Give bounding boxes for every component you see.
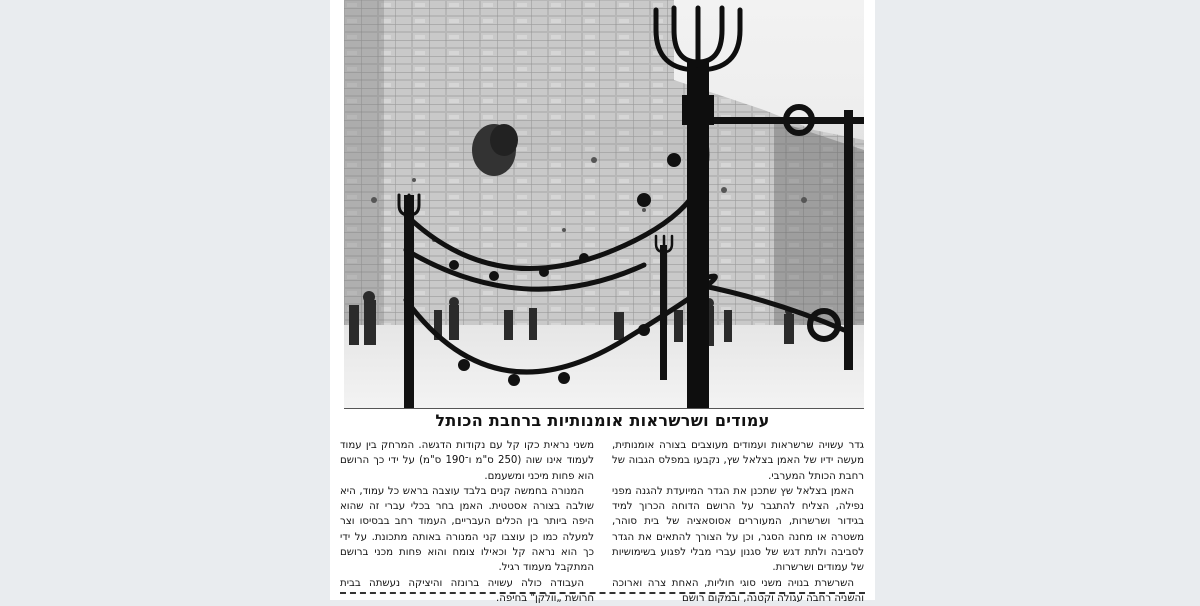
article-photo (344, 0, 864, 409)
paragraph: משני נראית כקו קל עם נקודות הדגשה. המרחק בין עמוד לעמוד אינו שוה (250 ס"מ ו־190 ס"מ) על ידי כך הרושם הוא פחות מיכני ומשעמם. (340, 440, 594, 482)
western-wall-menorah-fence-photo-icon (344, 0, 864, 408)
paragraph: האמן בצלאל שץ שתכנן את הגדר המיועדת להגנה מפני נפילה, הצליח להתגבר על הרושם הדוחה הכרוך למיד בגידור ושרשרות, המעוררים אסוסאציה של בית סוהר, משטרה או מחנה הסגר, וכן על הצורך להתאים את הגדר לסביבה ולתת דגש של סגנון עברי מבלי לפגוע בשימושיות של עמודים ושרשרות. (612, 485, 864, 574)
paragraph: גדר עשויה שרשראות ועמודים מעוצבים בצורה אומנותית, מעשה ידיו של האמן בצלאל שץ, נקבעו במפלס הגבוה של רחבת הכותל המערבי. (612, 440, 864, 482)
headline: עמודים ושרשראות אומנותיות ברחבת הכותל (435, 411, 770, 430)
newspaper-page (330, 0, 875, 604)
article-column-left (340, 438, 594, 604)
paragraph: העבודה כולה עשויה ברונזה והיציקה נעשתה בבית חרושת „וולקן" בחיפה. (340, 577, 594, 604)
paragraph: השרשרת בנויה משני סוגי חוליות, האחת צרה וארוכה והשניה רחבה עגולה וקטנה, ובמקום רושם (612, 577, 864, 604)
article-column-right (612, 438, 864, 604)
paragraph: המנורה בחמשה קנים בלבד עוצבה בראש כל עמוד, היא שולבה בצורה אסטטית. האמן בחר בכלי עברי זה שהוא היפה ביותר בין הכלים העבריים, העמוד רחב בבסיסו וצר למעלה כמו כן עוצבו קני המנורה באותה מתכונת. על ידי כך הוא נראה קל וכאילו צומח והוא פחות מכני ברושם המתקבל מעמוד רגיל. (340, 485, 594, 574)
section-divider (340, 592, 865, 594)
